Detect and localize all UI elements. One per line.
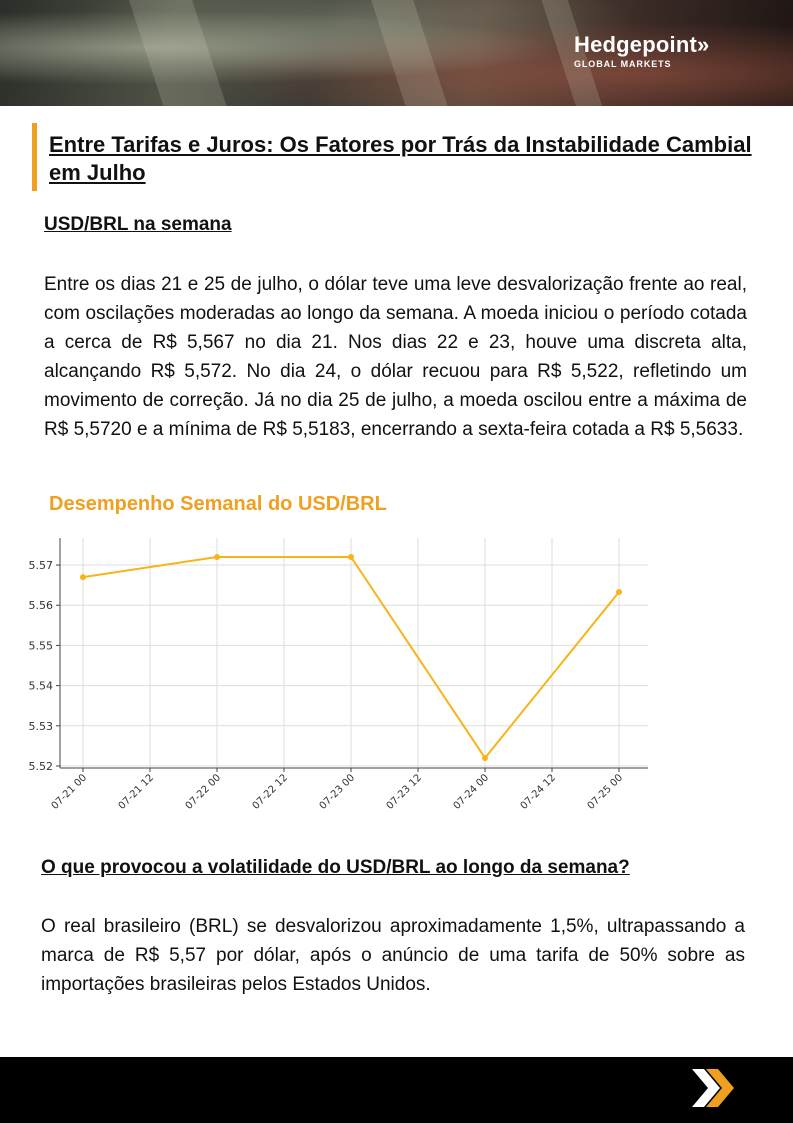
data-point <box>348 554 354 560</box>
x-tick-label: 07-23 00 <box>317 772 358 812</box>
section-paragraph-usd-brl-week: Entre os dias 21 e 25 de julho, o dólar teve uma leve desvalorização frente ao real, com oscilações moderadas ao longo da semana. A moeda iniciou o período cotada a cerca de R$ 5,567 no dia 21. Nos dias 22 e 23, houve uma discreta alta, alcançando R$ 5,572. No dia 24, o dólar recuou para R$ 5,522, refletindo um movimento de correção. Já no dia 25 de julho, a moeda oscilou entre a máxima de R$ 5,5720 e a mínima de R$ 5,5183, encerrando a sexta-feira cotada a R$ 5,5633. <box>44 274 747 440</box>
y-tick-label: 5.52 <box>28 760 53 773</box>
logo-tagline: GLOBAL MARKETS <box>574 59 672 69</box>
data-point <box>616 589 622 595</box>
y-tick-label: 5.55 <box>28 639 53 653</box>
x-tick-label: 07-24 00 <box>451 772 492 812</box>
x-tick-label: 07-23 12 <box>384 772 425 812</box>
banknote-texture <box>365 0 456 106</box>
hedgepoint-logo <box>574 32 709 69</box>
y-tick-label: 5.53 <box>28 719 53 733</box>
y-tick-label: 5.54 <box>28 679 53 693</box>
logo-wordmark: Hedgepoint» <box>574 32 710 57</box>
x-tick-label: 07-25 00 <box>585 772 626 812</box>
section-paragraph-volatility: O real brasileiro (BRL) se desvalorizou aproximadamente 1,5%, ultrapassando a marca de R$ 5,57 por dólar, após o anúncio de uma tarifa de 50% sobre as importações brasileiras pelos Estados Unidos. <box>41 916 745 995</box>
title-accent-bar <box>32 123 37 191</box>
usd-brl-line-chart <box>20 530 660 830</box>
y-tick-label: 5.57 <box>28 559 53 573</box>
x-tick-label: 07-22 00 <box>183 772 224 812</box>
plot-area <box>60 538 648 768</box>
data-point <box>214 554 220 560</box>
x-tick-label: 07-24 12 <box>518 772 559 812</box>
chart-grid <box>60 538 648 768</box>
data-point <box>80 574 86 580</box>
x-tick-label: 07-21 12 <box>116 772 157 812</box>
section-heading-volatility: O que provocou a volatilidade do USD/BRL ao longo da semana? <box>41 857 630 878</box>
x-tick-label: 07-22 12 <box>250 772 291 812</box>
logo-arrows-icon: » <box>697 32 710 57</box>
header-banner <box>0 0 793 106</box>
y-tick-label: 5.56 <box>28 599 53 613</box>
chart-y-ticks <box>29 559 61 773</box>
chart-title: Desempenho Semanal do USD/BRL <box>49 493 387 515</box>
double-chevron-right-icon <box>690 1067 738 1109</box>
banknote-texture <box>127 0 234 106</box>
chart-x-ticks <box>50 768 626 812</box>
data-point <box>482 755 488 761</box>
x-tick-label: 07-21 00 <box>49 772 90 812</box>
footer-bar <box>0 1057 793 1123</box>
page-title: Entre Tarifas e Juros: Os Fatores por Trás da Instabilidade Cambial em Julho <box>49 132 752 185</box>
section-heading-usd-brl-week: USD/BRL na semana <box>44 214 232 235</box>
